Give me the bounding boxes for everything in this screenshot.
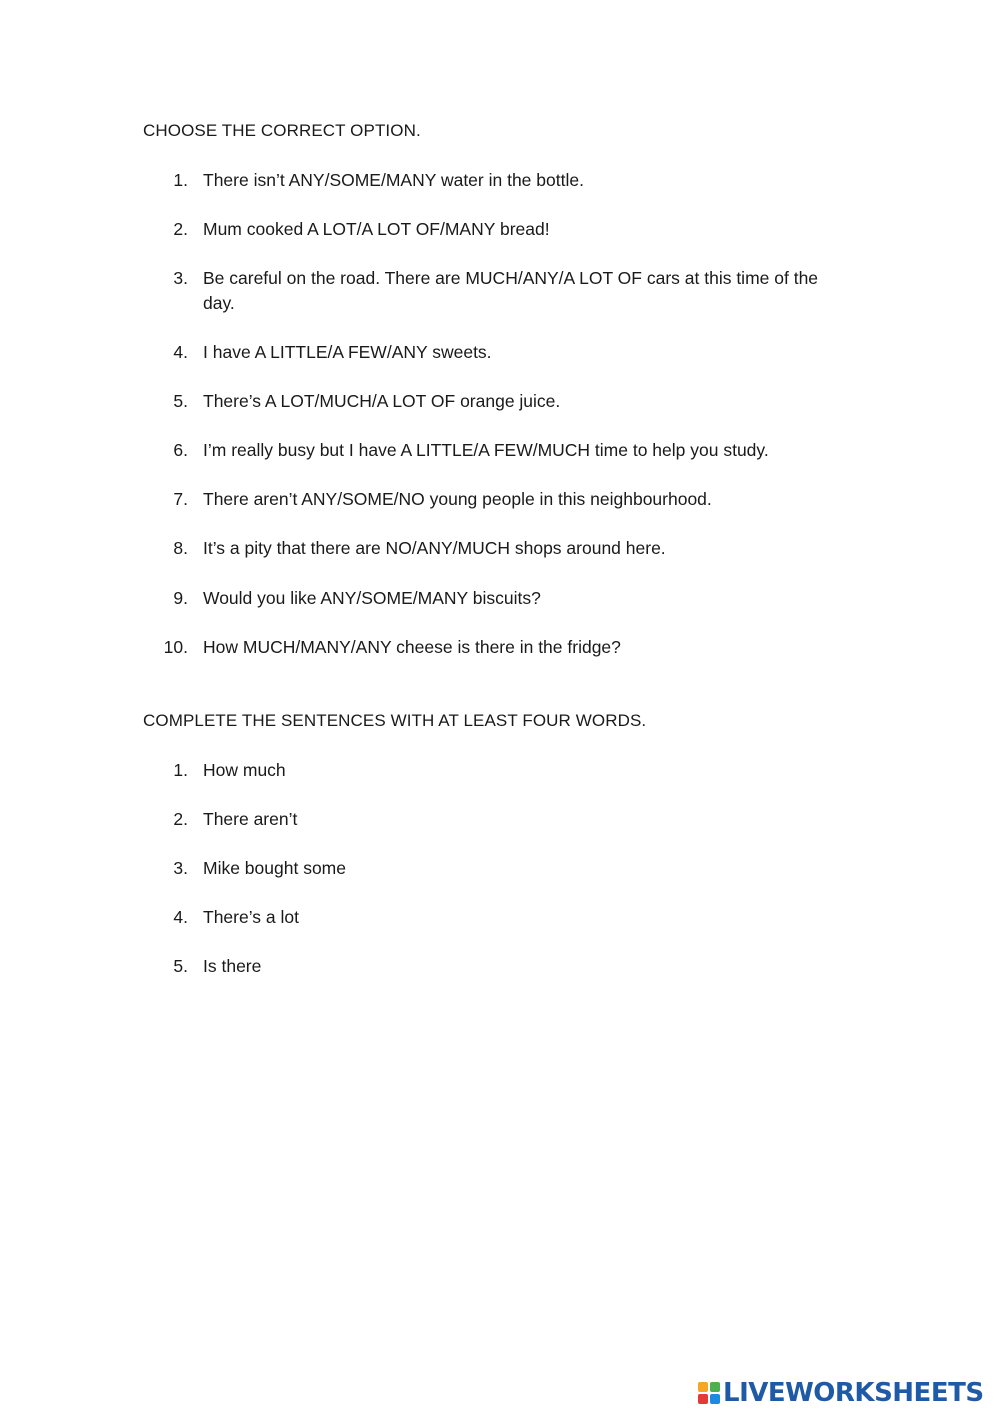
item-text: There aren’t ANY/SOME/NO young people in this neighbourhood. [203,489,712,509]
logo-square-blue [710,1394,720,1404]
item-text: Be careful on the road. There are MUCH/ANY/A LOT OF cars at this time of the day. [203,268,819,313]
liveworksheets-logo-icon [698,1382,720,1404]
section2-heading: COMPLETE THE SENTENCES WITH AT LEAST FOUR WORDS. [143,711,647,730]
section1-heading: CHOOSE THE CORRECT OPTION. [143,121,421,140]
logo-square-green [710,1382,720,1392]
item-text: I have A LITTLE/A FEW/ANY sweets. [203,342,492,362]
item-text: Mike bought some [203,858,346,878]
logo-square-red [698,1394,708,1404]
item-number: 8. [173,538,188,558]
item-text: There’s a lot [203,907,299,927]
item-text: Would you like ANY/SOME/MANY biscuits? [203,588,541,608]
item-number: 10. [163,637,188,657]
item-number: 5. [173,391,188,411]
item-text: There aren’t [203,809,298,829]
item-text: It’s a pity that there are NO/ANY/MUCH shops around here. [203,538,666,558]
item-number: 2. [173,219,188,239]
item-number: 2. [173,809,188,829]
item-text: Is there [203,956,262,976]
item-number: 6. [173,440,188,460]
item-number: 3. [173,858,188,878]
item-number: 4. [173,342,188,362]
liveworksheets-brand[interactable] [698,1378,984,1408]
item-number: 5. [173,956,188,976]
item-number: 1. [173,170,188,190]
item-text: There’s A LOT/MUCH/A LOT OF orange juice. [203,391,561,411]
item-text: How much [203,760,286,780]
logo-square-orange [698,1382,708,1392]
item-number: 7. [173,489,188,509]
item-number: 4. [173,907,188,927]
item-number: 1. [173,760,188,780]
item-number: 9. [173,588,188,608]
item-text: How MUCH/MANY/ANY cheese is there in the fridge? [203,637,621,657]
item-text: There isn’t ANY/SOME/MANY water in the bottle. [203,170,584,190]
brand-name: LIVEWORKSHEETS [723,1378,984,1408]
item-text: I’m really busy but I have A LITTLE/A FEW/MUCH time to help you study. [203,440,769,460]
item-number: 3. [173,268,188,288]
item-text: Mum cooked A LOT/A LOT OF/MANY bread! [203,219,550,239]
